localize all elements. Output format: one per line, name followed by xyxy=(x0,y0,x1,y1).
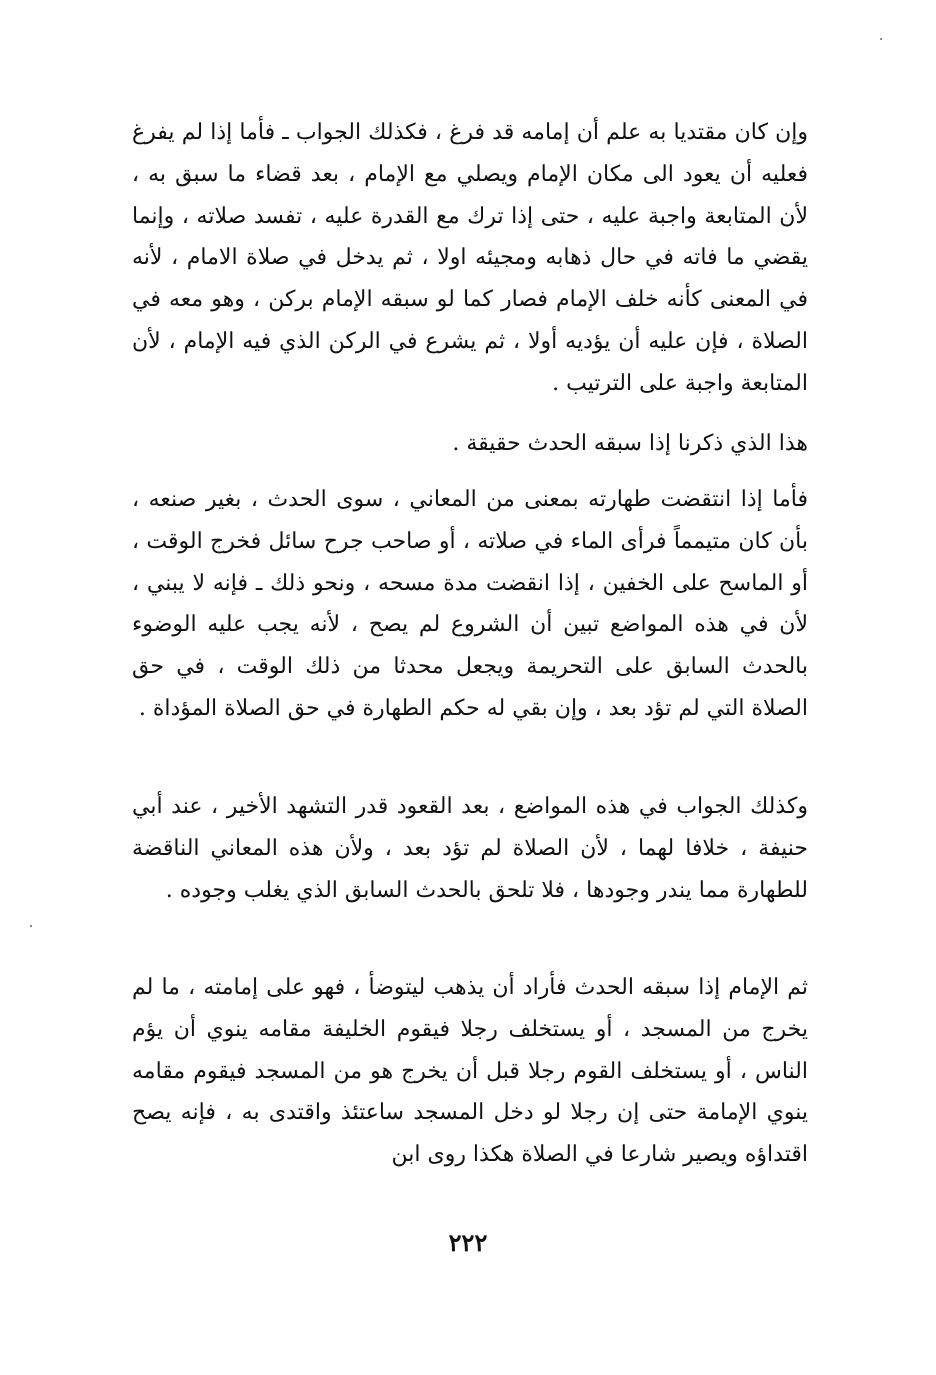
page-number: ٢٢٢ xyxy=(448,1228,488,1257)
paragraph-1: وإن كان مقتديا به علم أن إمامه قد فرغ ، فكذلك الجواب ـ فأما إذا لم يفرغ فعليه أن يعود الى مكان الإمام ويصلي مع الإمام ، بعد قضاء ما سبق به ، لأن المتابعة واجبة عليه ، حتى إذا ترك مع القدرة عليه ، تفسد صلاته ، وإنما يقضي ما فاته في حال ذهابه ومجيئه اولا ، ثم يدخل في صلاة الامام ، لأنه في المعنى كأنه خلف الإمام فصار كما لو سبقه الإمام بركن ، وهو معه في الصلاة ، فإن عليه أن يؤديه أولا ، ثم يشرع في الركن الذي فيه الإمام ، لأن المتابعة واجبة على الترتيب . xyxy=(132,120,808,396)
scan-speck xyxy=(30,925,32,927)
paragraph-3: فأما إذا انتقضت طهارته بمعنى من المعاني ، سوى الحدث ، بغير صنعه ، بأن كان متيمماً فرأى الماء في صلاته ، أو صاحب جرح سائل فخرج الوقت ، أو الماسح على الخفين ، إذا انقضت مدة مسحه ، ونحو ذلك ـ فإنه لا يبني ، لأن في هذه المواضع تبين أن الشروع لم يصح ، لأنه يجب عليه الوضوء بالحدث السابق على التحريمة ويجعل محدثا من ذلك الوقت ، في حق الصلاة التي لم تؤد بعد ، وإن بقي له حكم الطهارة في حق الصلاة المؤداة . xyxy=(132,487,808,721)
paragraph-5: ثم الإمام إذا سبقه الحدث فأراد أن يذهب ليتوضأ ، فهو على إمامته ، ما لم يخرج من المسجد ، أو يستخلف رجلا فيقوم الخليفة مقامه ينوي أن يؤم الناس ، أو يستخلف القوم رجلا قبل أن يخرج هو من المسجد فيقوم مقامه ينوي الإمامة حتى إن رجلا لو دخل المسجد ساعتئذ واقتدى به ، فإنه يصح اقتداؤه ويصير شارعا في الصلاة هكذا روى ابن xyxy=(132,975,808,1168)
paragraph-4: وكذلك الجواب في هذه المواضع ، بعد القعود قدر التشهد الأخير ، عند أبي حنيفة ، خلافا لهما ، لأن الصلاة لم تؤد بعد ، ولأن هذه المعاني الناقضة للطهارة مما يندر وجودها ، فلا تلحق بالحدث السابق الذي يغلب وجوده . xyxy=(132,794,808,903)
paragraph-2: هذا الذي ذكرنا إذا سبقه الحدث حقيقة . xyxy=(452,431,808,456)
scan-speck xyxy=(880,38,882,40)
